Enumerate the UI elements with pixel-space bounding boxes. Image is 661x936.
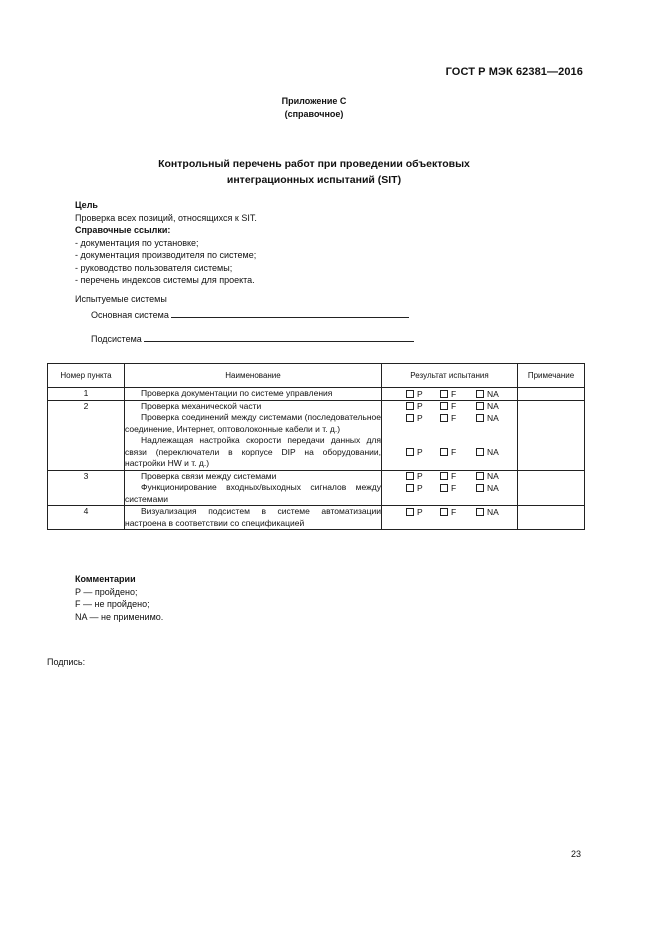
result-options (382, 412, 517, 424)
header-note: Примечание (518, 364, 585, 388)
check-item: Проверка соединений между системами (последовательное соединение, Интернет, оптоволоконные кабели и т. д.) (125, 412, 381, 434)
checkbox-na[interactable] (476, 390, 484, 398)
option-label: F (451, 506, 457, 517)
row-result (382, 400, 518, 470)
main-system-label: Основная система (91, 310, 169, 320)
result-options (382, 482, 517, 494)
option-label: P (417, 401, 423, 412)
result-options (382, 471, 517, 483)
option-label: F (451, 401, 457, 412)
systems-heading: Испытуемые системы (75, 294, 167, 304)
reference-item: - документация по установке; (75, 237, 199, 248)
row-number: 4 (48, 506, 125, 530)
checkbox-p[interactable] (406, 448, 414, 456)
page-title (0, 156, 628, 188)
row-result (382, 388, 518, 401)
row-number: 2 (48, 400, 125, 470)
table-row (48, 400, 585, 470)
checkbox-na[interactable] (476, 472, 484, 480)
check-item: Надлежащая настройка скорости передачи данных для связи (переключатели в корпусе DIP на оборудовании, настройки HW и т. д.) (125, 435, 381, 468)
checkbox-p[interactable] (406, 414, 414, 422)
row-name (125, 470, 382, 506)
subsystem-row (91, 331, 414, 344)
checkbox-f[interactable] (440, 472, 448, 480)
option-label: P (417, 388, 423, 399)
checkbox-p[interactable] (406, 484, 414, 492)
table-row (48, 470, 585, 506)
checkbox-f[interactable] (440, 414, 448, 422)
checkbox-p[interactable] (406, 472, 414, 480)
row-note[interactable] (518, 506, 585, 530)
option-label: F (451, 482, 457, 493)
option-label: P (417, 471, 423, 482)
option-label: P (417, 506, 423, 517)
signature-label: Подпись: (47, 657, 86, 667)
title-line-1: Контрольный перечень работ при проведении объектовых (158, 158, 470, 170)
row-note[interactable] (518, 400, 585, 470)
option-label: F (451, 471, 457, 482)
table-row (48, 388, 585, 401)
row-result (382, 506, 518, 530)
row-result (382, 470, 518, 506)
option-label: P (417, 412, 423, 423)
result-options (382, 506, 517, 518)
option-label: NA (487, 447, 499, 458)
row-name (125, 388, 382, 401)
checkbox-p[interactable] (406, 390, 414, 398)
option-label: NA (487, 471, 499, 482)
check-item: Визуализация подсистем в системе автоматизации настроена в соответствии со спецификацией (125, 506, 381, 528)
comment-line: F — не пройдено; (75, 599, 150, 609)
checkbox-f[interactable] (440, 508, 448, 516)
option-label: P (417, 447, 423, 458)
checkbox-p[interactable] (406, 508, 414, 516)
appendix-subtitle: (справочное) (284, 109, 344, 119)
main-system-field[interactable] (171, 307, 409, 318)
option-label: P (417, 482, 423, 493)
document-code: ГОСТ Р МЭК 62381—2016 (445, 66, 583, 78)
check-item: Функционирование входных/выходных сигналов между системами (125, 482, 381, 504)
row-number: 3 (48, 470, 125, 506)
check-item: Проверка механической части (141, 400, 262, 411)
main-system-row (91, 307, 409, 320)
option-label: F (451, 388, 457, 399)
option-label: F (451, 447, 457, 458)
check-item: Проверка связи между системами (141, 470, 277, 481)
comment-line: NA — не применимо. (75, 611, 164, 622)
option-label: NA (487, 412, 499, 423)
checkbox-f[interactable] (440, 390, 448, 398)
table-header-row (48, 364, 585, 388)
comments-section (75, 573, 163, 623)
row-name (125, 400, 382, 470)
appendix-heading (0, 95, 628, 121)
checkbox-na[interactable] (476, 448, 484, 456)
row-number: 1 (48, 388, 125, 401)
option-label: NA (487, 401, 499, 412)
check-item: Проверка документации по системе управления (141, 388, 333, 398)
comment-line: P — пройдено; (75, 586, 138, 597)
purpose-heading: Цель (75, 200, 98, 210)
row-note[interactable] (518, 470, 585, 506)
references-heading: Справочные ссылки: (75, 225, 171, 235)
checklist-table (47, 363, 585, 530)
checkbox-na[interactable] (476, 402, 484, 410)
result-options (382, 401, 517, 413)
checkbox-na[interactable] (476, 414, 484, 422)
checkbox-na[interactable] (476, 484, 484, 492)
reference-item: - руководство пользователя системы; (75, 262, 233, 273)
checkbox-p[interactable] (406, 402, 414, 410)
purpose-text: Проверка всех позиций, относящихся к SIT. (75, 212, 257, 223)
row-name (125, 506, 382, 530)
comments-heading: Комментарии (75, 574, 136, 584)
checkbox-na[interactable] (476, 508, 484, 516)
header-result: Результат испытания (382, 364, 518, 388)
reference-item: - перечень индексов системы для проекта. (75, 275, 255, 285)
table-row (48, 506, 585, 530)
result-options (382, 388, 517, 400)
purpose-section (75, 199, 257, 287)
appendix-title: Приложение С (281, 96, 347, 106)
checkbox-f[interactable] (440, 448, 448, 456)
page-number: 23 (571, 849, 582, 859)
title-line-2: интеграционных испытаний (SIT) (226, 174, 402, 186)
row-note[interactable] (518, 388, 585, 401)
header-name: Наименование (125, 364, 382, 388)
result-options (382, 447, 517, 459)
subsystem-label: Подсистема (91, 334, 142, 344)
header-number: Номер пункта (48, 364, 125, 388)
option-label: F (451, 412, 457, 423)
option-label: NA (487, 482, 499, 493)
subsystem-field[interactable] (144, 331, 414, 342)
option-label: NA (487, 506, 499, 517)
checkbox-f[interactable] (440, 402, 448, 410)
reference-item: - документация производителя по системе; (75, 250, 257, 260)
option-label: NA (487, 388, 499, 399)
checkbox-f[interactable] (440, 484, 448, 492)
